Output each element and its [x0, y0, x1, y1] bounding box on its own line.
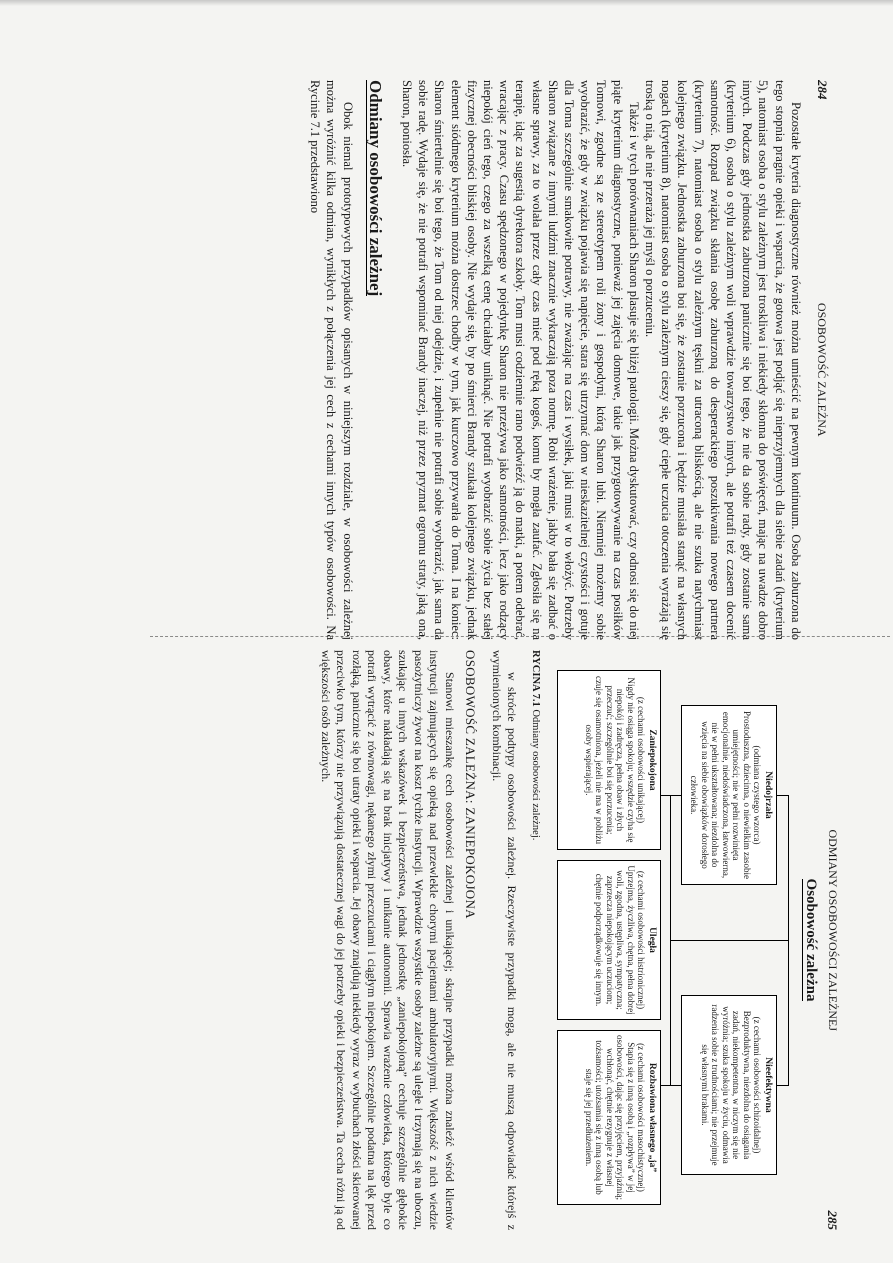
paragraph: w skrócie podtypy osobowości zależnej. Rzeczywiste przypadki mogą, ale nie muszą odpowiadać którejś z wymienionych kombinacji.	[490, 650, 520, 1230]
page-number: 284	[815, 80, 830, 100]
connector	[661, 1085, 671, 1086]
running-head-title: ODMIANY OSOBOWOŚCI ZALEŻNEJ	[826, 829, 840, 1032]
figure-caption: RYCINA 7.1 Odmiany osobowości zależnej.	[530, 650, 541, 841]
connector	[671, 795, 681, 796]
box-nieefektywna: Nieefektywna (z cechami osobowości schizoidalnej) Bezproduktywna, niezdolna do osiągania zadań, niekompetentna, w niczym się nie wyróżnia; szuka spokoju w życiu, odmawia radzenia sobie z trudnościami; nie przejmuje się własnymi brakami.	[681, 995, 777, 1175]
scan-edge	[0, 0, 893, 6]
paragraph: Także i w tych porównaniach Sharon plasuje się bliżej patologii. Można dyskutować, czy odnosi się do niej piąte kryterium diagnostyczne, ponieważ jej zajęcia domowe, takie jak przygotowywanie na czas posiłków Tomowi, zgodne są ze stereotypem roli żony i gospodyni, którą Sharon lubi. Niemniej możemy sobie wyobrazić, że gdy w związku pojawia się napięcie, stara się utrzymać dom w nieskazitelnej czystości i gotuje dla Toma szczególnie smakowite potrawy, nie zważając na czas i wysiłek, jaki musi w to włożyć. Potrzeby Sharon związane z innymi ludźmi znacznie wykraczają poza normę. Robi wrażenie, jakby bała się zadbać o własne sprawy, za to wolała przez cały czas mieć pod ręką kogoś, komu by mogła zaufać. Zgłosiła się na terapię, idąc za sugestią dyrektora szkoły. Tom musi codziennie rano podwieźć ją do matki, a potem odebrać, wracając z pracy. Czasu spędzonego w pojedynkę Sharon nie przeżywa jako samotności, lecz jako rodzący niepokój cień tego, czego za wszelką cenę chciałaby uniknąć. Nie potrafi wyobrazić sobie życia bez stałej fizycznej obecności bliskiej osoby. Nie wydaje się, by po śmierci Brandy szukała kolejnego związku, jednak element siódmego kryterium można dostrzec chodby w tym, jak kurczowo przywarła do Toma. I na koniec: Sharon śmiertelnie się boi tego, że Tom od niej odejdzie, i zupełnie nie potrafi sobie wyobrazić, jak sama da sobie radę. Wydaje się, że nie potrafi wspominać Brandy inaczej, niż przez pryzmat ogromu straty, jaką ona, Sharon, poniosła.	[399, 80, 641, 640]
paragraph: Obok niemal prototypowych przypadków opisanych w niniejszym rozdziale, w osobowości zależnej można wyróżnić kilka odmian, wynikłych z połączenia jej cech z cechami innych typów osobowości. Na Rycinie 7.1 przedstawiono	[308, 80, 355, 640]
box-ulegla: Uległa (z cechami osobowości histrionicznej) Uprzejma, życzliwa, chętna, pełna dobrej woli, zgodna, ustępliwa, sympatyczna; zaprzecza niepokojącym uczuciom; chętnie podporządkowuje się innym.	[557, 860, 661, 1020]
figure-title: Osobowość zależna	[803, 878, 820, 1002]
box-zaniepokojona: Zaniepokojona (z cechami osobowości unikającej) Nigdy nie osiąga spokoju; wszędzie czyha się niepokój i zadręcza, pełna obaw i złych przeczuć; szczególnie boi się porzucenia; czuje się osamotniona, jeżeli nie ma w pobliżu osoby wspierającej.	[557, 670, 661, 850]
page-285	[100, 650, 840, 1230]
page-divider	[150, 636, 890, 640]
box-rozbawiona-ja: Rozbawiona własnego „ja” (z cechami osobowości masochistycznej) Stapia się z inną osobą i „rozpływa” w jej osobowości, dając się przyjęciem, przyjaźnią; wchłonąć, chętnie rezygnuje z własnej tożsamości; utożsamia się z inną osobą lub staje się jej przedłużeniem.	[557, 1030, 661, 1205]
paragraph: Stanowi mieszankę cech osobowości zależnej i unikającej; skrajne przypadki można znaleźć wśród klientów instytucji zajmujących się opieką nad przewlekle chorymi pacjentami ambulatoryjnymi. Większość z nich wiedzie pasożytniczy żywot na koszt tychże instytucji. Wprawdzie wszystkie osoby zależne są uległe i trzymają się na uboczu, szukając u innych wskazówek i bezpieczeństwa, jednak jednostkę „zaniepokojoną” cechuje szczególnie głębokie obawy, które nakładają się na brak inicjatywy i unikanie autonomii. Sprawia wrażenie człowieka, którego byle co potrafi wytrącić z równowagi, nękanego złymi przeczuciami i ciągłym niepokojem. Szczególnie podatna na lęk przed rozłąką, panicznie się boi utraty opieki i wsparcia. Jej obawy znajdują niekiedy wyraz w wybuchach złości skierowanej przeciwko tym, którzy nie przywiązują dostatecznej wagi do jej potrzeby opieki i bezpieczeństwa. Ta cecha różni ją od większości osób zależnych.	[319, 650, 457, 1230]
running-head-title: OSOBOWOŚĆ ZALEŻNA	[815, 302, 829, 437]
figure-diagram	[547, 650, 797, 1230]
section-heading: Odmiany osobowości zależnej	[365, 80, 385, 297]
connector	[671, 940, 789, 941]
box-niedojrzala: Niedojrzała (odmiana czystego wzorca) Prostoduszna, dziecinna, o niewielkim zasobie umiejętności; nie w pełni rozwinięta emocjonalnie, niedoświadczona, łatwowierna, nie w pełni ukształtowana; niezdolna do wzięcia na siebie obowiązków dorosłego człowieka.	[681, 705, 777, 885]
connector	[671, 1085, 681, 1086]
section-heading: OSOBOWOŚĆ ZALEŻNA: ZANIEPOKOJONA	[463, 650, 479, 919]
connector	[670, 795, 671, 1085]
page-284	[90, 80, 830, 640]
page-285-content	[100, 650, 840, 1230]
connector	[777, 1085, 789, 1086]
running-head	[814, 80, 830, 640]
paragraph: Pozostałe kryteria diagnostyczne również można umieścić na pewnym kontinuum. Osoba zaburzona do tego stopnia pragnie opieki i wsparcia, że gotowa jest podjąć się nieprzyjemnych dla siebie zadań (kryterium 5), natomiast osoba o stylu zależnym jest troskliwa i niekiedy skłonna do poświęceń, mając na uwadze dobro innych. Podczas gdy jednostka zaburzona panicznie się boi tego, że nie da sobie rady, gdy zostanie sama (kryterium 6), osoba o stylu zależnym woli wprawdzie towarzystwo innych, ale potrafi też czasem docenić samotność. Rozpad związku skłania osobę zaburzoną do desperackiego poszukiwania nowego partnera (kryterium 7), natomiast osoba o stylu zależnym tęskni za utraconą bliskością, ale nie szuka natychmiast kolejnego związku. Jednostka zaburzona boi się, że zostanie porzucona i będzie musiała stanąć na własnych nogach (kryterium 8), natomiast osoba o stylu zależnym cieszy się, gdy ciepłe uczucia otoczenia wyrażają się troską o nią, ale nie przeraża jej myśl o porzuceniu.	[642, 80, 803, 640]
connector	[777, 795, 789, 796]
connector	[661, 795, 671, 796]
page-number: 285	[825, 1210, 840, 1230]
page-284-content	[90, 80, 830, 640]
running-head	[825, 650, 841, 1230]
